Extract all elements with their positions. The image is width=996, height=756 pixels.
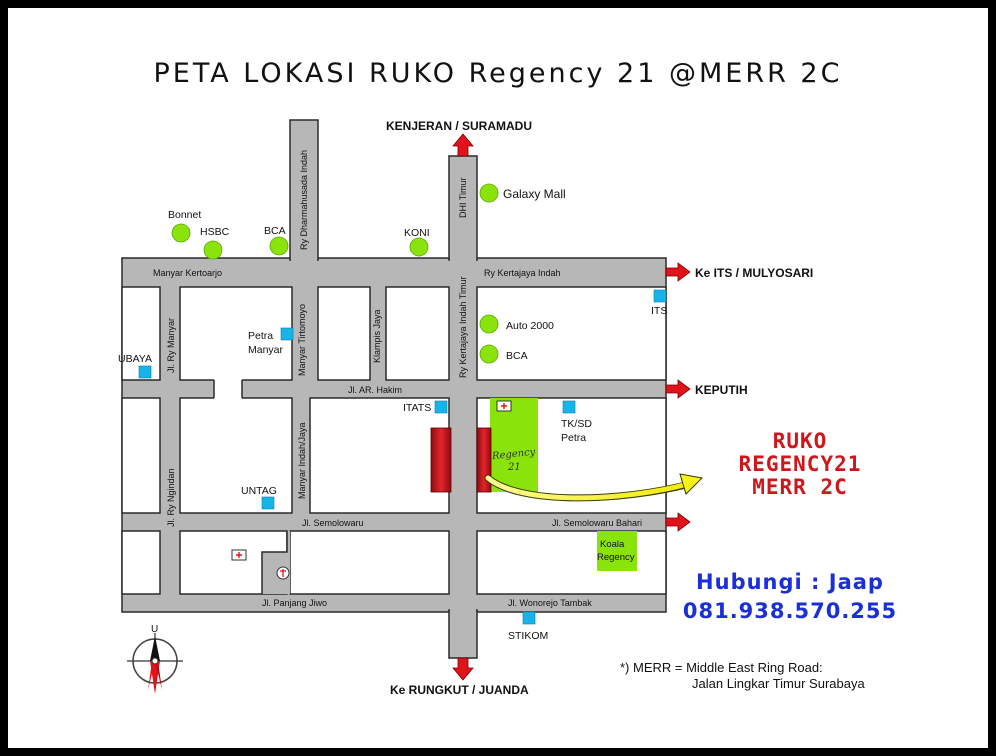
road-label-ry-dharmahusada-indah: Ry Dharmahusada Indah <box>299 149 309 250</box>
destination-east-its: Ke ITS / MULYOSARI <box>695 266 814 280</box>
landmark-its-label: ITS <box>651 305 668 317</box>
footnote-line-1: *) MERR = Middle East Ring Road: <box>620 660 823 675</box>
road-label-jl-ar-hakim: Jl. AR. Hakim <box>348 385 403 395</box>
landmark-hsbc-label: HSBC <box>200 226 230 238</box>
landmark-ubaya-label: UBAYA <box>118 353 153 365</box>
landmark-koala-regency-label-1: Koala <box>600 539 625 550</box>
destination-south: Ke RUNGKUT / JUANDA <box>390 683 529 697</box>
road-label-manyar-tirtomoyo: Manyar Tirtomoyo <box>297 303 307 376</box>
road-label-klampis-jaya: Klampis Jaya <box>372 309 382 363</box>
landmark-itats-marker <box>435 401 447 413</box>
landmark-petra-manyar-label-2: Manyar <box>248 344 284 356</box>
landmark-bca-2-marker <box>480 345 498 363</box>
landmark-galaxy-mall-marker <box>480 184 498 202</box>
arrow-south-icon <box>453 658 473 680</box>
destination-north: KENJERAN / SURAMADU <box>386 119 533 133</box>
road-label-ry-kertajaya-indah: Ry Kertajaya Indah <box>484 268 561 278</box>
landmark-koni-marker <box>410 238 428 256</box>
landmark-hsbc-marker <box>204 241 222 259</box>
road-label-jl-ry-ngindan: Jl. Ry Ngindan <box>166 468 176 527</box>
landmark-koala-regency-block <box>597 531 637 571</box>
landmark-tk-sd-petra-marker <box>563 401 575 413</box>
ruko-line-2: REGENCY21 <box>738 452 862 476</box>
ruko-line-1: RUKO <box>772 429 828 453</box>
road-label-manyar-kertoarjo: Manyar Kertoarjo <box>153 268 223 278</box>
ruko-title-block <box>690 430 910 499</box>
landmark-koala-regency-label-2: Regency <box>597 552 635 563</box>
arrow-east-its-icon <box>666 263 690 281</box>
map-title: PETA LOKASI RUKO Regency 21 @MERR 2C <box>153 58 843 89</box>
landmark-bca-2-label: BCA <box>506 350 528 362</box>
landmark-stikom-label: STIKOM <box>508 630 549 642</box>
destination-east-keputih: KEPUTIH <box>695 383 748 397</box>
landmark-petra-manyar-label-1: Petra <box>248 330 274 342</box>
landmark-bonnet-marker <box>172 224 190 242</box>
landmark-regency-21-label-2: 21 <box>508 462 521 473</box>
landmark-itats-label: ITATS <box>403 402 432 414</box>
landmark-regency-21-label-1: Regency <box>491 446 536 463</box>
ruko-line-3: MERR 2C <box>752 475 848 499</box>
road-label-jl-wonorejo-tambak: Jl. Wonorejo Tambak <box>508 598 592 608</box>
contact-name: Hubungi : Jaap <box>696 570 884 594</box>
road-label-dhi-timur: DHI Timur <box>458 177 468 218</box>
landmark-ubaya-marker <box>139 366 151 378</box>
road-label-jl-semolowaru-bahari: Jl. Semolowaru Bahari <box>552 518 643 528</box>
landmark-koni-label: KONI <box>404 227 430 239</box>
landmark-petra-manyar-marker <box>281 328 293 340</box>
landmark-galaxy-mall-label: Galaxy Mall <box>503 187 566 201</box>
landmark-regency-21-block <box>490 398 538 492</box>
ruko-block-west <box>431 428 451 492</box>
landmark-bca-1-marker <box>270 237 288 255</box>
landmark-auto-2000-label: Auto 2000 <box>506 320 554 332</box>
compass-north-label: U <box>151 624 159 635</box>
landmark-bonnet-label: Bonnet <box>168 209 202 221</box>
arrow-east-keputih-icon <box>666 380 690 398</box>
landmark-tk-sd-petra-label-1: TK/SD <box>561 418 592 430</box>
landmark-bca-1-label: BCA <box>264 225 286 237</box>
landmark-its-marker <box>654 290 666 302</box>
landmark-stikom-marker <box>523 612 535 624</box>
arrow-east-semolowaru-icon <box>666 513 690 531</box>
landmark-tk-sd-petra-label-2: Petra <box>561 432 587 444</box>
road-label-jl-semolowaru: Jl. Semolowaru <box>302 518 364 528</box>
footnote-line-2: Jalan Lingkar Timur Surabaya <box>692 676 865 691</box>
landmark-auto-2000-marker <box>480 315 498 333</box>
road-label-manyar-indah-jaya: Manyar Indah/Jaya <box>297 422 307 499</box>
footnote <box>620 660 920 692</box>
compass-icon <box>127 633 183 694</box>
contact-phone: 081.938.570.255 <box>682 599 898 623</box>
landmark-untag-marker <box>262 497 274 509</box>
arrow-north-icon <box>453 134 473 156</box>
landmark-untag-label: UNTAG <box>241 485 277 497</box>
road-label-jl-panjang-jiwo: Jl. Panjang Jiwo <box>262 598 328 608</box>
hospital-icon <box>232 550 246 560</box>
road-label-jl-ry-manyar: Jl. Ry Manyar <box>166 317 176 373</box>
church-icon <box>277 567 289 579</box>
road-label-ry-kertajaya-indah-timur: Ry Kertajaya Indah Timur <box>458 276 468 378</box>
hospital-icon <box>497 401 511 411</box>
